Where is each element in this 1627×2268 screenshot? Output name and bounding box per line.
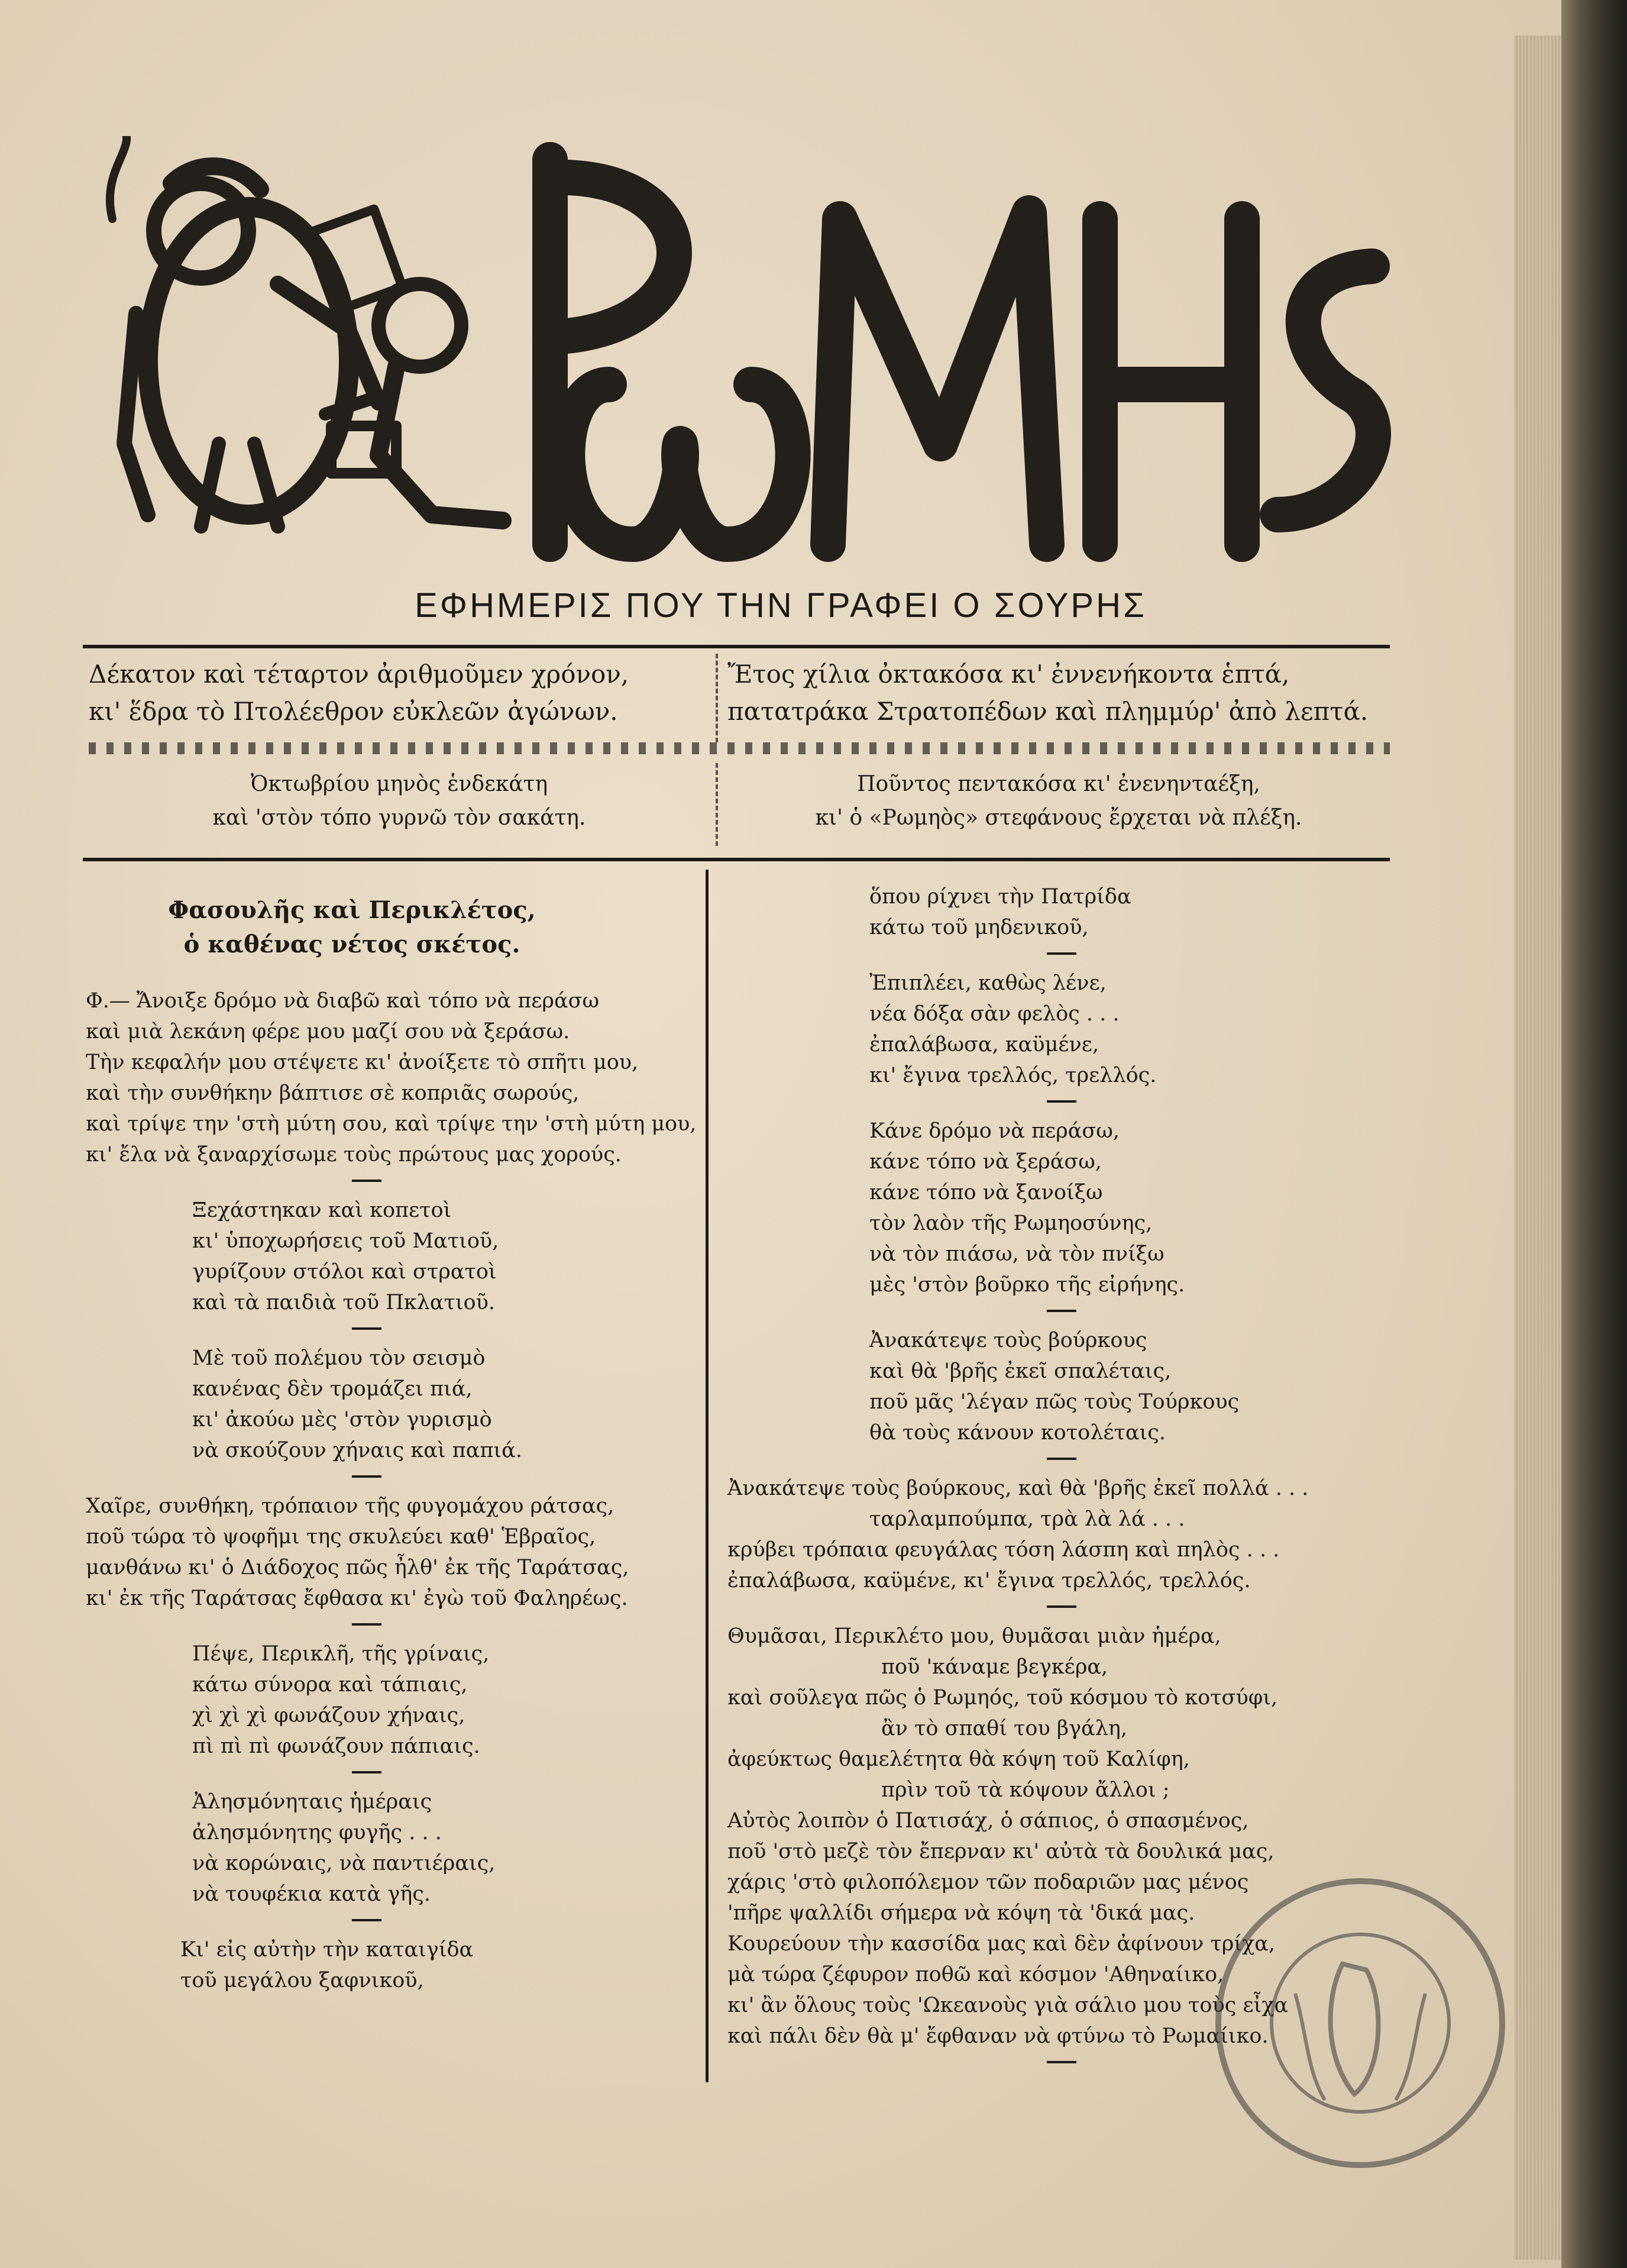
header-rule-bottom	[83, 858, 1390, 861]
verse-line: πὶ πὶ πὶ φωνάζουν πάπιαις.	[192, 1734, 480, 1758]
stanza-divider	[352, 1475, 381, 1478]
stanza-7	[86, 1934, 695, 1996]
verse-line: ἐπαλάβωσα, καϋμένε,	[869, 1033, 1099, 1057]
masthead-subtitle: ΕΦΗΜΕΡΙΣ ΠΟΥ ΤΗΝ ΓΡΑΦΕΙ Ο ΣΟΥΡΗΣ	[415, 586, 1147, 625]
column-divider	[706, 870, 709, 2082]
page-edges	[1514, 35, 1561, 2260]
verse-line: ποῦ τώρα τὸ ψοφῆμι της σκυλεύει καθ' Ἑβραῖος,	[86, 1525, 596, 1549]
verse-line: μὲς 'στὸν βοῦρκο τῆς εἰρήνης.	[869, 1273, 1185, 1297]
verse-line: χὶ χὶ χὶ φωνάζουν χήναις,	[192, 1704, 465, 1727]
header-date-left-1: Ὀκτωβρίου μηνὸς ἑνδεκάτη	[250, 772, 548, 796]
verse-line: νέα δόξα σὰν φελὸς . . .	[869, 1002, 1120, 1026]
stanza-divider	[352, 1180, 381, 1182]
verse-line: κάνε τόπο νὰ ξανοίξω	[869, 1181, 1103, 1204]
stamp-seal-icon	[1206, 1846, 1514, 2201]
verse-line: ἀλησμόνητης φυγῆς . . .	[192, 1821, 442, 1844]
book-binding	[1561, 0, 1627, 2268]
verse-line: νὰ τὸν πιάσω, νὰ τὸν πνίξω	[869, 1242, 1165, 1266]
stanza-divider	[1047, 2061, 1076, 2063]
verse-line: Κι' εἰς αὐτὴν τὴν καταιγίδα	[180, 1938, 474, 1962]
verse-line: καὶ μιὰ λεκάνη φέρε μου μαζί σου νὰ ξεράσω.	[86, 1020, 570, 1043]
verse-line: ἀφεύκτως θαμελέτητα θὰ κόψη τοῦ Καλίφη,	[727, 1747, 1190, 1771]
verse-line: νὰ κορώναις, νὰ παντιέραις,	[192, 1852, 496, 1875]
stanza-r5	[727, 1473, 1408, 1596]
verse-line: κι' ἐκ τῆς Ταράτσας ἔφθασα κι' ἐγὼ τοῦ Φαληρέως.	[86, 1587, 628, 1610]
header-left-line-1: Δέκατον καὶ τέταρτον ἀριθμοῦμεν χρόνον,	[89, 660, 629, 689]
verse-line: ποῦ 'κάναμε βεγκέρα,	[881, 1655, 1108, 1679]
stanza-divider	[1047, 1100, 1076, 1103]
poem-title-line-2: ὁ καθένας νέτος σκέτος.	[183, 931, 520, 958]
verse-line: Ἀνακάτεψε τοὺς βούρκους	[869, 1329, 1147, 1352]
verse-line: καὶ τὴν συνθήκην βάπτισε σὲ κοπριᾶς σωρούς,	[86, 1081, 580, 1105]
stanza-1	[86, 986, 695, 1170]
verse-line: Ἀλησμόνηταις ἡμέραις	[192, 1790, 432, 1814]
verse-line: κι' ἀκούω μὲς 'στὸν γυρισμὸ	[192, 1408, 492, 1432]
stanza-r2	[727, 968, 1408, 1091]
verse-line: ἂν τὸ σπαθί του βγάλη,	[881, 1717, 1127, 1740]
poem-title-line-1: Φασουλῆς καὶ Περικλέτος,	[168, 896, 536, 924]
stanza-6	[86, 1786, 695, 1910]
header-date-right-1: Ποῦντος πεντακόσα κι' ἐνενηνταέξη,	[857, 772, 1260, 796]
verse-line: Κουρεύουν τὴν κασσίδα μας καὶ δὲν ἀφίνουν τρίχα,	[727, 1932, 1276, 1956]
verse-line: ποῦ 'στὸ μεζὲ τὸν ἔπερναν κι' αὐτὰ τὰ δουλικά μας,	[727, 1840, 1275, 1863]
verse-line: καὶ τὰ παιδιὰ τοῦ Πκλατιοῦ.	[192, 1291, 496, 1314]
verse-line: Φ.— Ἄνοιξε δρόμο νὰ διαβῶ καὶ τόπο νὰ περάσω	[86, 989, 600, 1013]
header-separator-top	[716, 654, 718, 742]
stanza-divider	[1047, 1605, 1076, 1608]
verse-line: κάτω σύνορα καὶ τάπιαις,	[192, 1673, 468, 1697]
verse-line: κρύβει τρόπαια φευγάλας τόση λάσπη καὶ πηλὸς . . .	[727, 1538, 1280, 1562]
verse-line: μὰ τώρα ζέφυρον ποθῶ καὶ κόσμον 'Αθηναίικο,	[727, 1963, 1224, 1986]
verse-line: κάνε τόπο νὰ ξεράσω,	[869, 1150, 1102, 1174]
stanza-divider	[1047, 1458, 1076, 1460]
verse-line: κι' ἂν ὅλους τοὺς 'Ωκεανοὺς γιὰ σάλιο μου τοὺς εἶχα	[727, 1994, 1289, 2017]
verse-line: Ἐπιπλέει, καθὼς λένε,	[869, 971, 1107, 995]
verse-line: καὶ τρίψε την 'στὴ μύτη σου, καὶ τρίψε την 'στὴ μύτη μου,	[86, 1112, 697, 1136]
masthead	[101, 136, 1402, 562]
header-separator-bottom	[716, 763, 718, 846]
header-rule-top	[83, 645, 1390, 648]
verse-line: ταρλαμπούμπα, τρὰ λὰ λά . . .	[869, 1507, 1185, 1531]
verse-line: Τὴν κεφαλήν μου στέψετε κι' ἀνοίξετε τὸ σπῆτι μου,	[86, 1051, 639, 1074]
stanza-4	[86, 1491, 695, 1614]
verse-line: νὰ σκούζουν χήναις καὶ παπιά.	[192, 1439, 522, 1462]
verse-line: κανένας δὲν τρομάζει πιά,	[192, 1377, 473, 1401]
stanza-r3	[727, 1116, 1408, 1300]
verse-line: κι' ἔγινα τρελλός, τρελλός.	[869, 1064, 1157, 1087]
stanza-divider	[352, 1327, 381, 1330]
verse-line: ποῦ μᾶς 'λέγαν πῶς τοὺς Τούρκους	[869, 1390, 1240, 1414]
stanza-2	[86, 1195, 695, 1318]
stanza-r1	[727, 881, 1408, 943]
stanza-divider	[352, 1919, 381, 1921]
verse-line: κι' ὑποχωρήσεις τοῦ Ματιοῦ,	[192, 1229, 499, 1253]
verse-line: Κάνε δρόμο νὰ περάσω,	[869, 1119, 1120, 1143]
stanza-5	[86, 1639, 695, 1762]
stanza-divider	[1047, 1310, 1076, 1312]
left-column	[86, 893, 695, 1996]
verse-line: καὶ θὰ 'βρῆς ἐκεῖ σπαλέταις,	[869, 1359, 1172, 1383]
verse-line: κάτω τοῦ μηδενικοῦ,	[869, 916, 1089, 939]
verse-line: γυρίζουν στόλοι καὶ στρατοὶ	[192, 1260, 497, 1284]
header-left-line-2: κι' ἕδρα τὸ Πτολέεθρον εὐκλεῶν ἀγώνων.	[89, 697, 618, 726]
header-date-left-2: καὶ 'στὸν τόπο γυρνῶ τὸν σακάτη.	[212, 806, 586, 830]
verse-line: χάρις 'στὸ φιλοπόλεμον τῶν ποδαριῶν μας μένος	[727, 1870, 1249, 1894]
verse-line: Μὲ τοῦ πολέμου τὸν σεισμὸ	[192, 1346, 486, 1370]
verse-line: Χαῖρε, συνθήκη, τρόπαιον τῆς φυγομάχου ράτσας,	[86, 1494, 614, 1518]
verse-line: τοῦ μεγάλου ξαφνικοῦ,	[180, 1969, 424, 1992]
stanza-divider	[352, 1623, 381, 1626]
masthead-illustration	[101, 136, 1402, 562]
stanza-divider	[1047, 952, 1076, 955]
verse-line: Ἀνακάτεψε τοὺς βούρκους, καὶ θὰ 'βρῆς ἐκεῖ πολλά . . .	[727, 1477, 1309, 1500]
header-wavy-rule	[83, 742, 1390, 754]
verse-line: θὰ τοὺς κάνουν κοτολέταις.	[869, 1421, 1166, 1445]
verse-line: καὶ σοῦλεγα πῶς ὁ Ρωμηός, τοῦ κόσμου τὸ κοτσύφι,	[727, 1686, 1278, 1710]
verse-line: ἐπαλάβωσα, καϋμένε, κι' ἔγινα τρελλός, τρελλός.	[727, 1569, 1251, 1592]
verse-line: Θυμᾶσαι, Περικλέτο μου, θυμᾶσαι μιὰν ἡμέρα,	[727, 1624, 1221, 1648]
verse-line: καὶ πάλι δὲν θὰ μ' ἔφθαναν νὰ φτύνω τὸ Ρωμαίικο.	[727, 2024, 1269, 2048]
header-right-line-2: πατατράκα Στρατοπέδων καὶ πλημμύρ' ἀπὸ λεπτά.	[727, 697, 1369, 726]
verse-line: τὸν λαὸν τῆς Ρωμηοσύνης,	[869, 1211, 1153, 1235]
stanza-r4	[727, 1325, 1408, 1448]
verse-line: Αὐτὸς λοιπὸν ὁ Πατισάχ, ὁ σάπιος, ὁ σπασμένος,	[727, 1809, 1249, 1833]
verse-line: ὅπου ρίχνει τὴν Πατρίδα	[869, 885, 1131, 909]
verse-line: 'πῆρε ψαλλίδι σήμερα νὰ κόψη τὰ 'δικά μας.	[727, 1901, 1195, 1925]
archive-stamp	[1206, 1846, 1514, 2201]
verse-line: μανθάνω κι' ὁ Διάδοχος πῶς ἦλθ' ἐκ τῆς Ταράτσας,	[86, 1556, 629, 1579]
verse-line: πρὶν τοῦ τὰ κόψουν ἄλλοι ;	[881, 1778, 1170, 1802]
verse-line: κι' ἔλα νὰ ξαναρχίσωμε τοὺς πρώτους μας χορούς.	[86, 1143, 622, 1167]
header-right-line-1: Ἔτος χίλια ὀκτακόσα κι' ἐννενήκοντα ἑπτά,	[727, 660, 1290, 689]
header-date-right-2: κι' ὁ «Ρωμηὸς» στεφάνους ἔρχεται νὰ πλέξη.	[815, 806, 1302, 830]
verse-line: Ξεχάστηκαν καὶ κοπετοὶ	[192, 1198, 452, 1222]
stanza-3	[86, 1343, 695, 1466]
verse-line: Πέψε, Περικλῆ, τῆς γρίναις,	[192, 1642, 490, 1666]
verse-line: νὰ τουφέκια κατὰ γῆς.	[192, 1882, 431, 1906]
stanza-divider	[352, 1771, 381, 1773]
